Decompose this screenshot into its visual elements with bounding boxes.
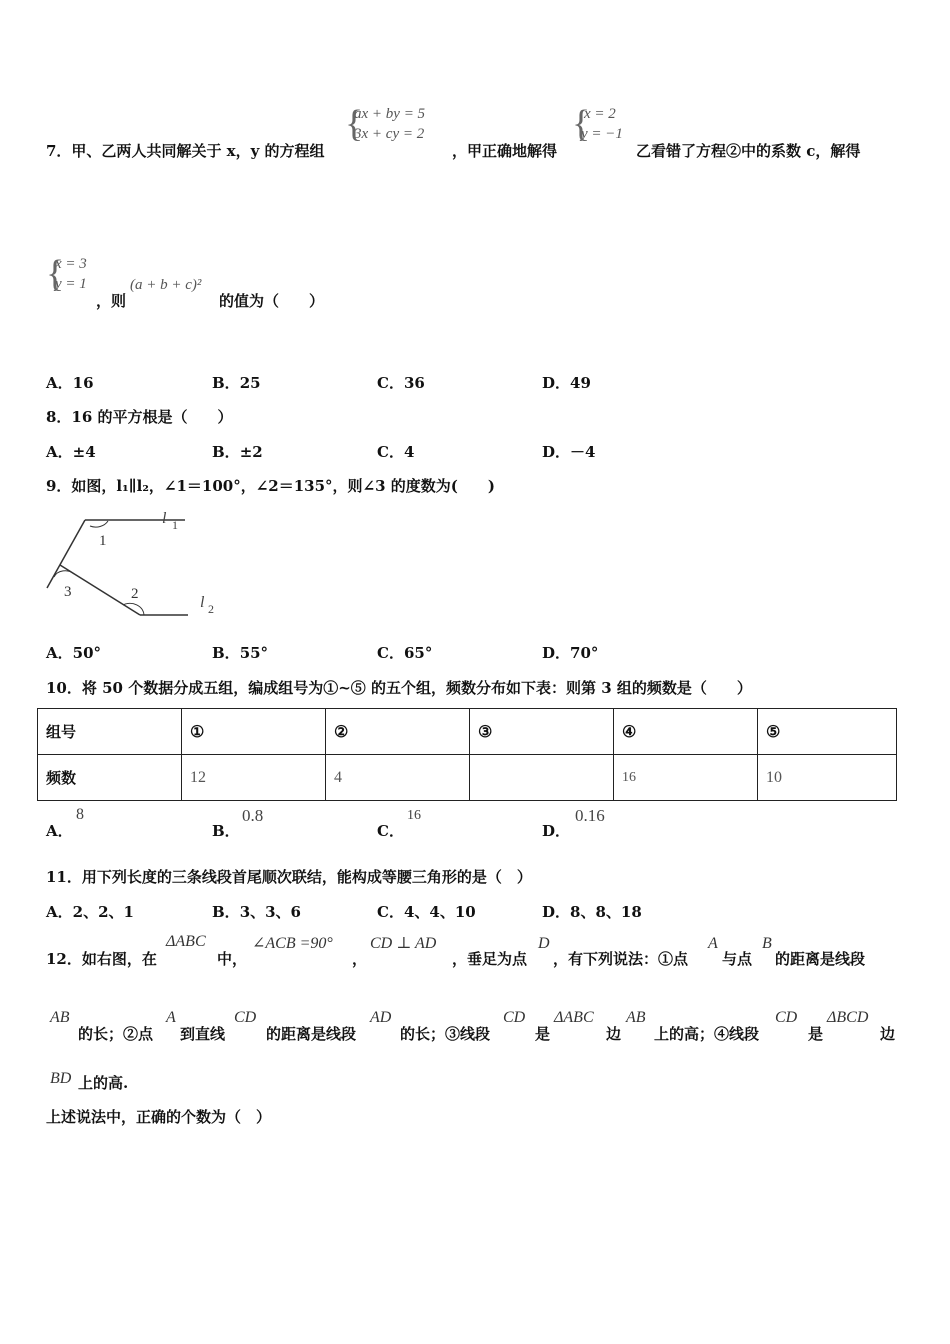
option-letter: D． — [542, 644, 571, 662]
q7-system-1-eq2: 3x + cy = 2 — [354, 126, 425, 142]
q7-system-2-eq2: y = −1 — [581, 126, 623, 142]
option-letter: C． — [377, 903, 404, 921]
table-cell-header: 频数 — [38, 755, 182, 801]
q10-stem: 10．将 50 个数据分成五组，编成组号为①~⑤ 的五个组，频数分布如下表：则第 3 组的频数是（ ） — [46, 679, 752, 697]
q12-math: CD ⊥ AD — [370, 935, 437, 952]
q12-text: 是 — [535, 1025, 551, 1043]
q7-system-1: { ax + by = 5 3x + cy = 2 — [345, 103, 426, 145]
l1-subscript: 1 — [172, 518, 178, 532]
option-letter: D． — [542, 443, 571, 461]
q12-math: ∠ACB =90° — [252, 935, 333, 952]
option-letter: C． — [377, 443, 404, 461]
option-letter: D． — [542, 374, 571, 392]
angle-1-label: 1 — [99, 533, 107, 549]
q9-stem: 9．如图，l₁∥l₂，∠1＝100°，∠2＝135°，则∠3 的度数为( ) — [46, 477, 495, 495]
angle-2-arc — [123, 603, 144, 615]
angle-3-arc — [54, 571, 74, 577]
q7-system-3: { x = 3 y = 1 — [46, 253, 87, 295]
option-value: 50° — [72, 644, 102, 662]
q9-option-a[interactable] — [46, 642, 101, 663]
option-letter: B． — [212, 644, 240, 662]
q12-math: ΔBCD — [827, 1009, 869, 1026]
q12-text: 是 — [808, 1025, 824, 1043]
q12-text: ， — [352, 950, 368, 968]
q7-mid: ，甲正确地解得 — [452, 142, 558, 160]
option-letter: C． — [377, 374, 404, 392]
q8-option-a[interactable] — [46, 441, 96, 462]
q7-then: ，则 — [96, 292, 127, 310]
q10-option-d-letter[interactable]: D． — [542, 822, 571, 840]
table-cell: ④ — [614, 709, 758, 755]
table-cell — [470, 755, 614, 801]
q12-math: AD — [370, 1009, 392, 1026]
q7-system-2: { x = 2 y = −1 — [572, 103, 623, 145]
l2-subscript: 2 — [208, 602, 214, 616]
table-cell: 10 — [758, 755, 897, 801]
q12-text: 的距离是线段 — [266, 1025, 357, 1043]
q10-option-a-letter[interactable]: A． — [46, 822, 73, 840]
q9-figure — [40, 505, 240, 625]
option-letter: B． — [212, 443, 240, 461]
q12-text: 的长；③线段 — [400, 1025, 491, 1043]
q12-math: A — [708, 935, 718, 952]
q12-math: D — [538, 935, 550, 952]
q7-tail: 的值为（ ） — [219, 292, 325, 310]
option-value: 16 — [72, 374, 94, 392]
table-cell: 16 — [614, 755, 758, 801]
q12-text: 与点 — [722, 950, 753, 968]
q7-system-2-eq1: x = 2 — [584, 106, 616, 122]
q9-option-b[interactable] — [212, 642, 268, 663]
q7-option-c[interactable] — [377, 372, 425, 393]
q9-option-c[interactable] — [377, 642, 432, 663]
q12-text: 边 — [606, 1025, 622, 1043]
q11-option-a[interactable] — [46, 901, 134, 922]
q12-math: ΔABC — [554, 1009, 594, 1026]
q12-math: CD — [503, 1009, 526, 1026]
q12-text: 到直线 — [180, 1025, 226, 1043]
frequency-table — [37, 708, 897, 801]
table-cell: 4 — [326, 755, 470, 801]
l1-label: l — [162, 510, 167, 527]
q12-text: 中， — [217, 950, 248, 968]
option-value: ±2 — [239, 443, 263, 461]
q10-option-c-letter[interactable]: C． — [377, 822, 404, 840]
option-value: 25 — [239, 374, 261, 392]
q8-option-b[interactable] — [212, 441, 263, 462]
option-value: 3、3、6 — [239, 903, 301, 921]
table-row — [38, 755, 897, 801]
q11-stem: 11．用下列长度的三条线段首尾顺次联结，能构成等腰三角形的是（ ） — [46, 868, 532, 886]
angle-1-arc — [90, 521, 108, 527]
q12-text: 12．如右图，在 — [46, 950, 157, 968]
q10-option-d-value: 0.16 — [575, 806, 605, 825]
option-value: 4 — [403, 443, 415, 461]
option-letter: A． — [46, 374, 73, 392]
q7-option-b[interactable] — [212, 372, 261, 393]
q8-stem: 8．16 的平方根是（ ） — [46, 408, 233, 426]
option-value: 2、2、1 — [72, 903, 134, 921]
q12-question: 上述说法中，正确的个数为（ ） — [46, 1108, 272, 1126]
q12-text: 的距离是线段 — [775, 950, 866, 968]
q12-math: ΔABC — [166, 933, 206, 950]
table-cell: 12 — [182, 755, 326, 801]
q12-text: ，垂足为点 — [452, 950, 528, 968]
option-letter: D． — [542, 903, 571, 921]
q12-text: 上的高；④线段 — [654, 1025, 760, 1043]
option-letter: B． — [212, 374, 240, 392]
q7-suffix: 乙看错了方程②中的系数 c，解得 — [636, 142, 861, 160]
q12-math: A — [166, 1009, 176, 1026]
q10-option-a-value: 8 — [76, 806, 84, 823]
q12-text: 边 — [880, 1025, 896, 1043]
table-row — [38, 709, 897, 755]
q9-option-d[interactable] — [542, 642, 598, 663]
q7-prefix: 7．甲、乙两人共同解关于 x，y 的方程组 — [46, 142, 325, 160]
q8-option-c[interactable] — [377, 441, 414, 462]
q12-math: AB — [626, 1009, 646, 1026]
q11-option-c[interactable] — [377, 901, 476, 922]
q10-option-b-value: 0.8 — [242, 806, 264, 825]
option-value: 70° — [570, 644, 599, 662]
q7-option-a[interactable] — [46, 372, 94, 393]
q7-system-1-eq1: ax + by = 5 — [354, 106, 426, 122]
q11-option-d[interactable] — [542, 901, 642, 922]
option-value: ±4 — [72, 443, 96, 461]
option-value: 55° — [239, 644, 269, 662]
option-value: 4、4、10 — [403, 903, 476, 921]
q7-system-3-eq1: x = 3 — [55, 256, 87, 272]
option-letter: A． — [46, 903, 73, 921]
q12-math: AB — [50, 1009, 70, 1026]
option-value: －4 — [570, 443, 596, 461]
option-value: 8、8、18 — [570, 903, 642, 921]
option-value: 36 — [403, 374, 425, 392]
q10-option-c-value: 16 — [407, 808, 421, 823]
option-letter: C． — [377, 644, 404, 662]
table-cell: ③ — [470, 709, 614, 755]
option-letter: B． — [212, 903, 240, 921]
q10-option-b-letter[interactable]: B． — [212, 822, 240, 840]
q12-text: ，有下列说法：①点 — [553, 950, 689, 968]
table-cell: ② — [326, 709, 470, 755]
option-letter: A． — [46, 644, 73, 662]
q11-option-b[interactable] — [212, 901, 301, 922]
table-cell: ⑤ — [758, 709, 897, 755]
q7-system-3-eq2: y = 1 — [55, 276, 87, 292]
angle-2-label: 2 — [131, 586, 139, 602]
option-letter: A． — [46, 443, 73, 461]
option-value: 65° — [403, 644, 433, 662]
angle-3-label: 3 — [64, 584, 72, 600]
table-cell-header: 组号 — [38, 709, 182, 755]
q12-math: BD — [50, 1070, 72, 1087]
l2-label: l — [200, 594, 205, 611]
q8-option-d[interactable] — [542, 441, 595, 462]
option-value: 49 — [570, 374, 591, 392]
q12-text: 上的高. — [78, 1074, 129, 1092]
q7-option-d[interactable] — [542, 372, 591, 393]
q7-expression: (a + b + c)² — [130, 277, 202, 293]
q12-math: CD — [775, 1009, 798, 1026]
q12-math: CD — [234, 1009, 257, 1026]
q12-text: 的长；②点 — [78, 1025, 154, 1043]
table-cell: ① — [182, 709, 326, 755]
q12-math: B — [762, 935, 772, 952]
